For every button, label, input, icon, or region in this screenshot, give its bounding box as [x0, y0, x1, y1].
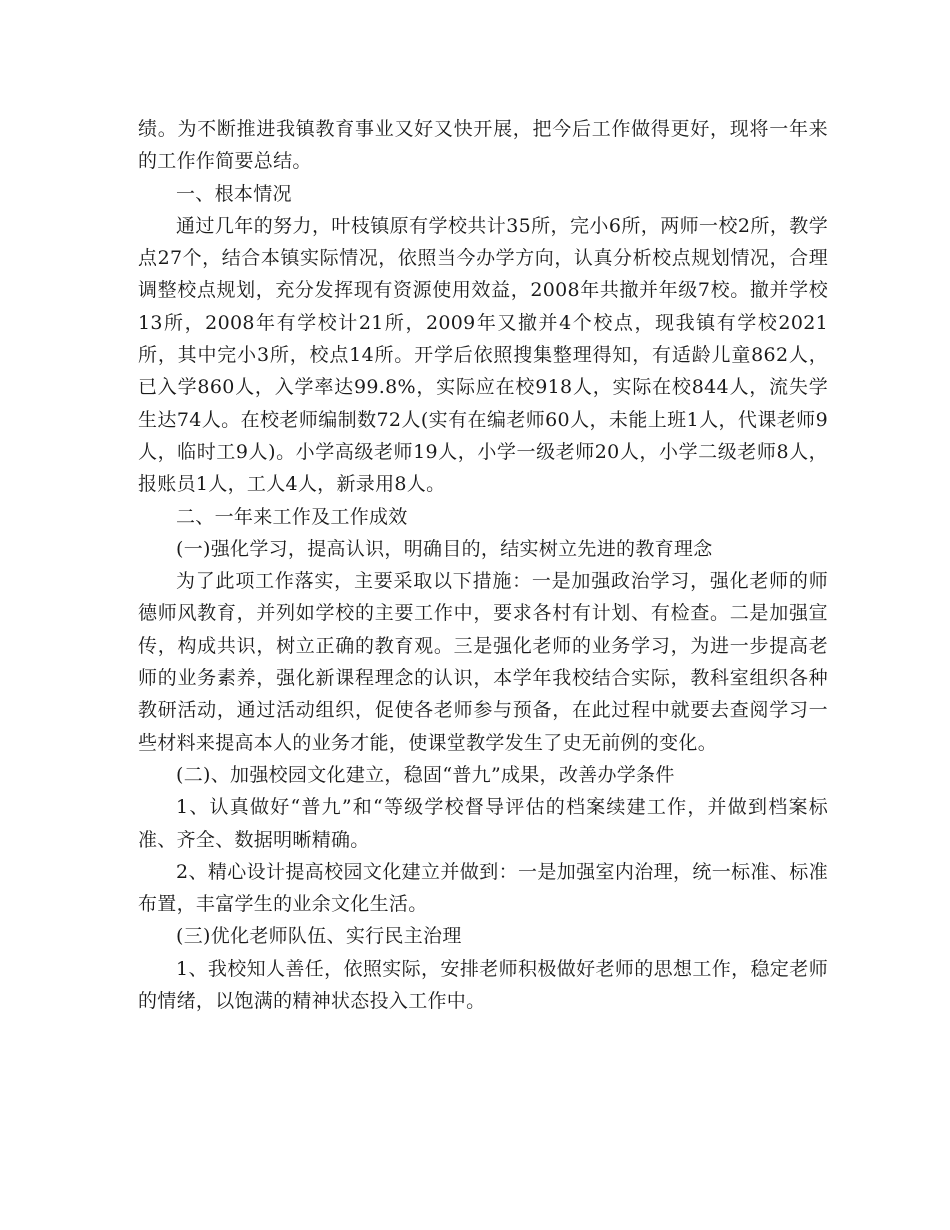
- paragraph-intro-continuation: 绩。为不断推进我镇教育事业又好又快开展，把今后工作做得更好，现将一年来的工作作简要总结。: [138, 118, 828, 173]
- document-body: [138, 113, 828, 1017]
- list-item-campus-design: 2、精心设计提高校园文化建立并做到：一是加强室内治理，统一标准、标准布置，丰富学生的业余文化生活。: [138, 860, 828, 916]
- list-item-teacher-management: 1、我校知人善任，依照实际，安排老师积极做好老师的思想工作，稳定老师的情绪，以饱满的精神状态投入工作中。: [138, 957, 828, 1013]
- subheading-teacher-team: (三)优化老师队伍、实行民主治理: [176, 925, 462, 948]
- list-item-archives: 1、认真做好“普九”和“等级学校督导评估的档案续建工作，并做到档案标准、齐全、数据明晰精确。: [138, 796, 828, 851]
- heading-basic-situation: 一、根本情况: [176, 182, 292, 205]
- subheading-campus-culture: (二)、加强校园文化建立，稳固“普九”成果，改善办学条件: [176, 763, 675, 786]
- paragraph-measures: 为了此项工作落实，主要采取以下措施：一是加强政治学习，强化老师的师德师风教育，并列如学校的主要工作中，要求各村有计划、有检查。二是加强宣传，构成共识，树立正确的教育观。三是强化老师的业务学习，为进一步提高老师的业务素养，强化新课程理念的认识，本学年我校结合实际，教科室组织各种教研活动，通过活动组织，促使各老师参与预备，在此过程中就要去查阅学习一些材料来提高本人的业务才能，使课堂教学发生了史无前例的变化。: [138, 570, 828, 754]
- heading-work-results: 二、一年来工作及工作成效: [176, 505, 408, 528]
- paragraph-school-statistics: 通过几年的努力，叶枝镇原有学校共计35所，完小6所，两师一校2所，教学点27个，结合本镇实际情况，依照当今办学方向，认真分析校点规划情况，合理调整校点规划，充分发挥现有资源使用效益，2008年共撤并年级7校。撤并学校13所，2008年有学校计21所，2009年又撤并4个校点，现我镇有学校2021所，其中完小3所，校点14所。开学后依照搜集整理得知，有适龄儿童862人，已入学860人，入学率达99.8%，实际应在校918人，实际在校844人，流失学生达74人。在校老师编制数72人(实有在编老师60人，未能上班1人，代课老师9人，临时工9人)。小学高级老师19人，小学一级老师20人，小学二级老师8人，报账员1人，工人4人，新录用8人。: [138, 214, 828, 496]
- subheading-strengthen-learning: (一)强化学习，提高认识，明确目的，结实树立先进的教育理念: [176, 537, 713, 560]
